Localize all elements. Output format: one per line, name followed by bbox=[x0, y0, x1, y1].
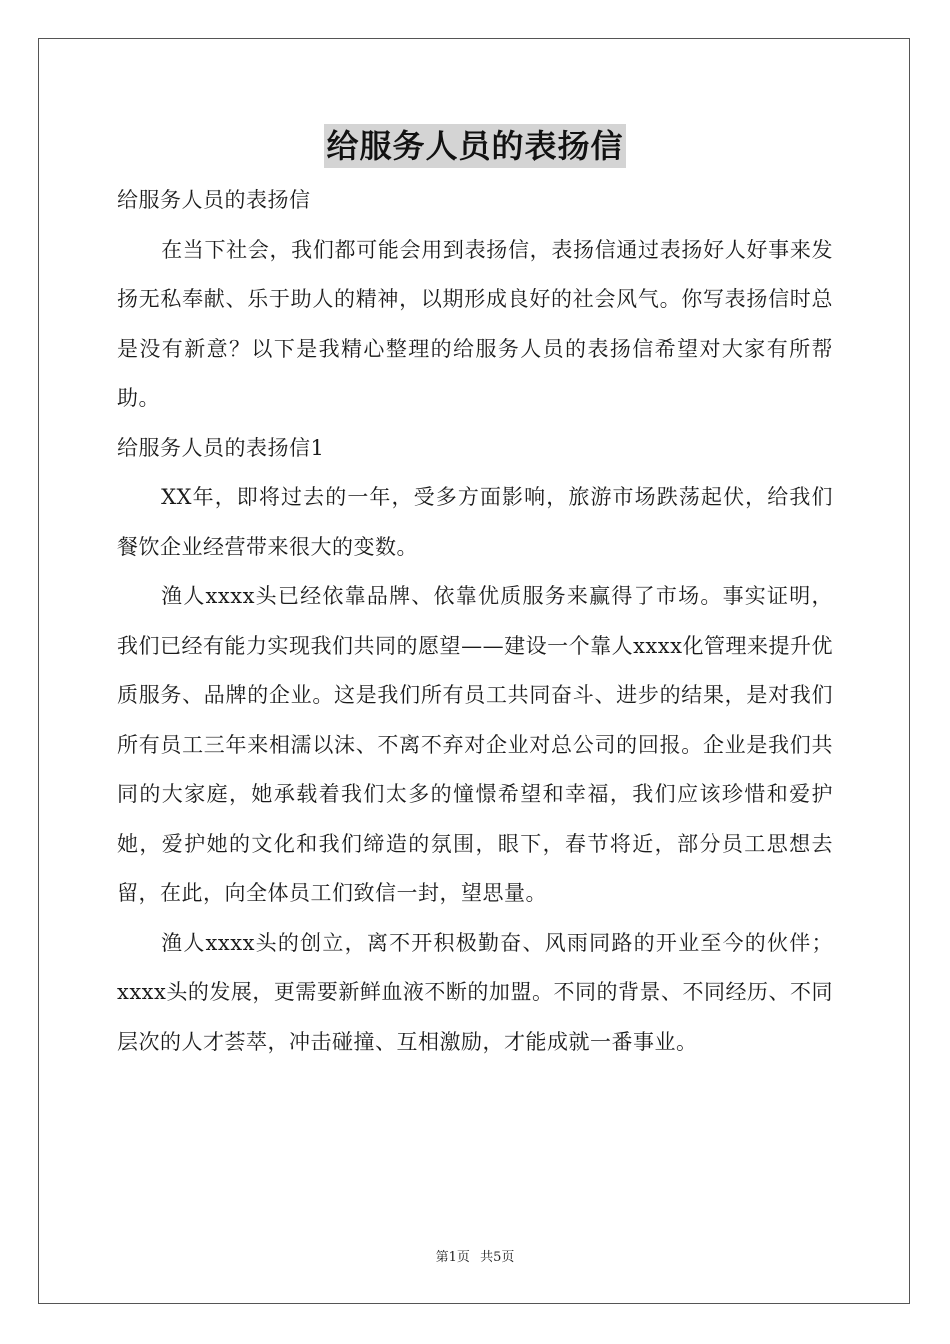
page-number: 第1页 bbox=[435, 1250, 470, 1265]
paragraph-body-3: 渔人xxxx头的创立，离不开积极勤奋、风雨同路的开业至今的伙伴；xxxx头的发展，更需要新鲜血液不断的加盟。不同的背景、不同经历、不同层次的人才荟萃，冲击碰撞、互相激励，才能成就一番事业。 bbox=[117, 930, 833, 1054]
title-container bbox=[0, 124, 950, 168]
paragraph-body-2: 渔人xxxx头已经依靠品牌、依靠优质服务来赢得了市场。事实证明，我们已经有能力实现我们共同的愿望——建设一个靠人xxxx化管理来提升优质服务、品牌的企业。这是我们所有员工共同奋斗、进步的结果，是对我们所有员工三年来相濡以沫、不离不弃对企业对总公司的回报。企业是我们共同的大家庭，她承载着我们太多的憧憬希望和幸福，我们应该珍惜和爱护她，爱护她的文化和我们缔造的氛围，眼下，春节将近，部分员工思想去留，在此，向全体员工们致信一封，望思量。 bbox=[117, 584, 833, 905]
paragraph-intro: 在当下社会，我们都可能会用到表扬信，表扬信通过表扬好人好事来发扬无私奉献、乐于助人的精神，以期形成良好的社会风气。你写表扬信时总是没有新意？以下是我精心整理的给服务人员的表扬信希望对大家有所帮助。 bbox=[117, 237, 833, 410]
paragraph-section-heading: 给服务人员的表扬信1 bbox=[117, 435, 325, 460]
document-body bbox=[117, 176, 833, 1067]
paragraph-body-1: XX年，即将过去的一年，受多方面影响，旅游市场跌荡起伏，给我们餐饮企业经营带来很大的变数。 bbox=[117, 485, 833, 559]
page-footer bbox=[0, 1246, 950, 1265]
paragraph-heading: 给服务人员的表扬信 bbox=[117, 188, 311, 212]
document-title: 给服务人员的表扬信 bbox=[324, 124, 625, 168]
total-pages: 共5页 bbox=[480, 1250, 515, 1265]
